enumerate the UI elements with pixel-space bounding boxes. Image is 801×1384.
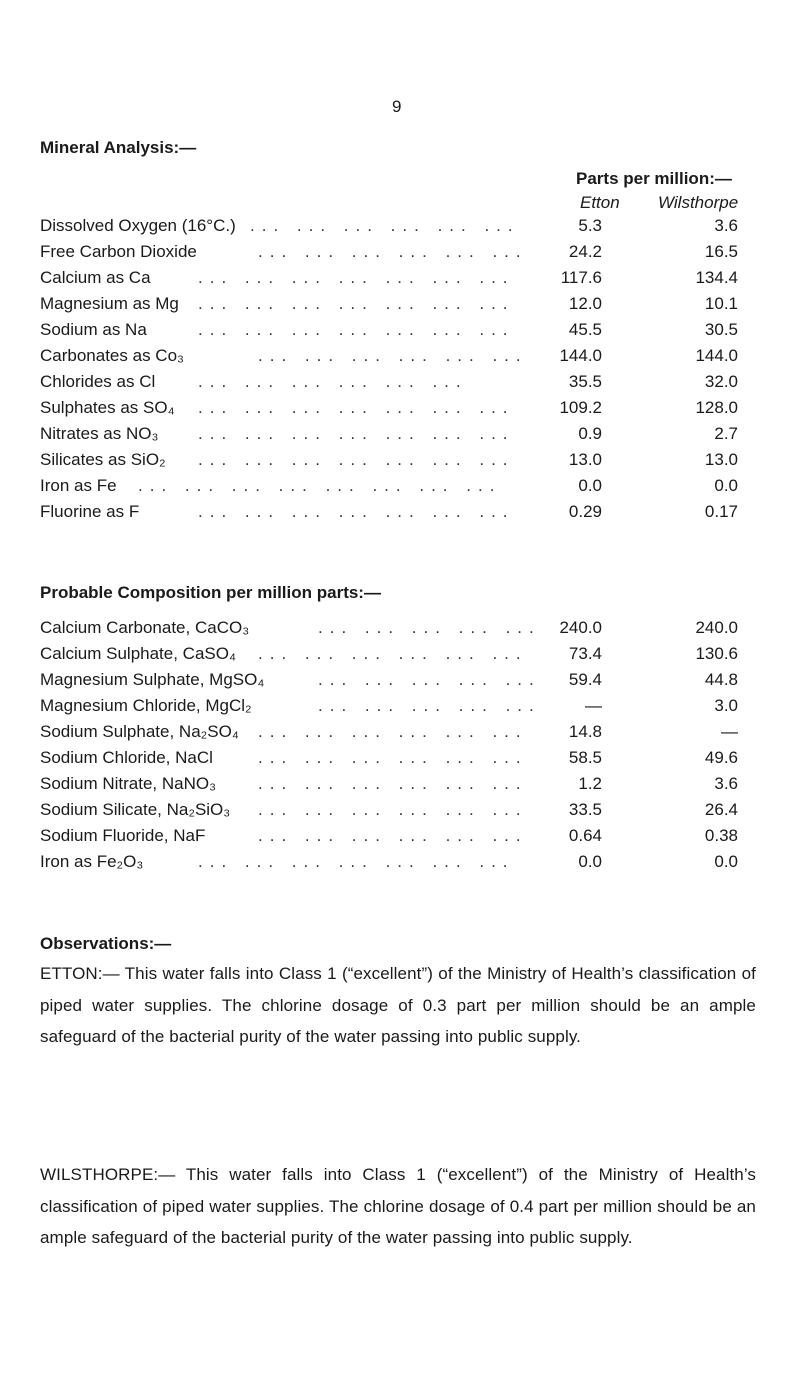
wilsthorpe-value: —	[721, 722, 738, 741]
row-label: Sodium Fluoride, NaF	[40, 826, 206, 845]
wilsthorpe-value: 3.6	[714, 774, 738, 793]
row-label: Iron as Fe	[40, 476, 117, 495]
wilsthorpe-value: 130.6	[695, 644, 738, 663]
etton-value: 0.9	[578, 424, 602, 443]
leader-dots: ... ... ... ... ... ...	[250, 216, 520, 235]
etton-value: 5.3	[578, 216, 602, 235]
observation-etton: ETTON:— This water falls into Class 1 (“excellent”) of the Ministry of Health’s classification of piped water supplies. The chlorine dosage of 0.3 part per million should be an ample safeguard of the bacterial purity of the water passing into public supply.	[40, 964, 756, 1046]
etton-value: 109.2	[559, 398, 602, 417]
row-label: Carbonates as Co₃	[40, 346, 184, 365]
row-label: Calcium Sulphate, CaSO₄	[40, 644, 236, 663]
leader-dots: ... ... ... ... ...	[318, 696, 541, 715]
row-label: Iron as Fe₂O₃	[40, 852, 144, 871]
wilsthorpe-value: 2.7	[714, 424, 738, 443]
units-header: Parts per million:—	[576, 169, 732, 188]
leader-dots: ... ... ... ... ... ... ...	[198, 398, 515, 417]
leader-dots: ... ... ... ... ... ... ... ...	[138, 476, 502, 495]
composition-title: Probable Composition per million parts:—	[40, 583, 381, 602]
wilsthorpe-value: 10.1	[704, 294, 738, 313]
row-label: Chlorides as Cl	[40, 372, 156, 391]
wilsthorpe-value: 13.0	[704, 450, 738, 469]
etton-value: —	[585, 696, 602, 715]
leader-dots: ... ... ... ... ... ...	[258, 644, 528, 663]
leader-dots: ... ... ... ... ... ...	[258, 826, 528, 845]
etton-value: 13.0	[568, 450, 602, 469]
row-label: Free Carbon Dioxide	[40, 242, 197, 261]
etton-value: 24.2	[568, 242, 602, 261]
row-label: Dissolved Oxygen (16°C.)	[40, 216, 236, 235]
page-number: 9	[392, 97, 402, 116]
leader-dots: ... ... ... ... ...	[318, 618, 541, 637]
leader-dots: ... ... ... ... ... ...	[258, 346, 528, 365]
observations-title: Observations:—	[40, 934, 172, 953]
wilsthorpe-value: 0.0	[714, 476, 738, 495]
etton-value: 73.4	[568, 644, 602, 663]
row-label: Fluorine as F	[40, 502, 140, 521]
etton-value: 0.29	[568, 502, 602, 521]
wilsthorpe-value: 128.0	[695, 398, 738, 417]
wilsthorpe-value: 44.8	[704, 670, 738, 689]
wilsthorpe-value: 32.0	[704, 372, 738, 391]
leader-dots: ... ... ... ... ... ...	[258, 722, 528, 741]
wilsthorpe-value: 144.0	[695, 346, 738, 365]
observation-wilsthorpe: WILSTHORPE:— This water falls into Class 1 (“excellent”) of the Ministry of Health’s classification of piped water supplies. The chlorine dosage of 0.4 part per million should be an ample safeguard of the bacterial purity of the water passing into public supply.	[40, 1165, 756, 1247]
leader-dots: ... ... ... ... ... ... ...	[198, 268, 515, 287]
row-label: Sodium Nitrate, NaNO₃	[40, 774, 217, 793]
etton-value: 35.5	[568, 372, 602, 391]
leader-dots: ... ... ... ... ... ...	[258, 242, 528, 261]
row-label: Nitrates as NO₃	[40, 424, 159, 443]
leader-dots: ... ... ... ... ... ... ...	[198, 424, 515, 443]
leader-dots: ... ... ... ... ... ... ...	[198, 450, 515, 469]
leader-dots: ... ... ... ... ...	[318, 670, 541, 689]
wilsthorpe-value: 3.6	[714, 216, 738, 235]
leader-dots: ... ... ... ... ... ... ...	[198, 294, 515, 313]
wilsthorpe-value: 16.5	[704, 242, 738, 261]
leader-dots: ... ... ... ... ... ... ...	[198, 852, 515, 871]
wilsthorpe-value: 0.38	[704, 826, 738, 845]
row-label: Calcium as Ca	[40, 268, 151, 287]
wilsthorpe-value: 134.4	[695, 268, 738, 287]
leader-dots: ... ... ... ... ... ...	[258, 800, 528, 819]
etton-value: 12.0	[568, 294, 602, 313]
wilsthorpe-value: 0.0	[714, 852, 738, 871]
wilsthorpe-value: 3.0	[714, 696, 738, 715]
wilsthorpe-value: 26.4	[704, 800, 738, 819]
row-label: Sulphates as SO₄	[40, 398, 175, 417]
leader-dots: ... ... ... ... ... ...	[198, 372, 468, 391]
leader-dots: ... ... ... ... ... ...	[258, 748, 528, 767]
leader-dots: ... ... ... ... ... ...	[258, 774, 528, 793]
etton-value: 0.64	[568, 826, 602, 845]
leader-dots: ... ... ... ... ... ... ...	[198, 320, 515, 339]
etton-value: 45.5	[568, 320, 602, 339]
row-label: Sodium as Na	[40, 320, 147, 339]
mineral-analysis-title: Mineral Analysis:—	[40, 138, 197, 157]
wilsthorpe-value: 30.5	[704, 320, 738, 339]
row-label: Magnesium as Mg	[40, 294, 179, 313]
etton-value: 14.8	[568, 722, 602, 741]
etton-value: 240.0	[559, 618, 602, 637]
etton-value: 0.0	[578, 476, 602, 495]
etton-value: 59.4	[568, 670, 602, 689]
etton-value: 0.0	[578, 852, 602, 871]
row-label: Magnesium Chloride, MgCl₂	[40, 696, 252, 715]
etton-value: 144.0	[559, 346, 602, 365]
leader-dots: ... ... ... ... ... ... ...	[198, 502, 515, 521]
etton-value: 117.6	[560, 268, 602, 287]
etton-value: 58.5	[568, 748, 602, 767]
row-label: Sodium Silicate, Na₂SiO₃	[40, 800, 231, 819]
column-header-wilsthorpe: Wilsthorpe	[658, 193, 739, 212]
wilsthorpe-value: 240.0	[695, 618, 738, 637]
row-label: Magnesium Sulphate, MgSO₄	[40, 670, 265, 689]
row-label: Sodium Chloride, NaCl	[40, 748, 213, 767]
etton-value: 1.2	[578, 774, 602, 793]
column-header-etton: Etton	[580, 193, 620, 212]
row-label: Calcium Carbonate, CaCO₃	[40, 618, 250, 637]
row-label: Sodium Sulphate, Na₂SO₄	[40, 722, 239, 741]
row-label: Silicates as SiO₂	[40, 450, 166, 469]
wilsthorpe-value: 0.17	[704, 502, 738, 521]
wilsthorpe-value: 49.6	[704, 748, 738, 767]
etton-value: 33.5	[568, 800, 602, 819]
